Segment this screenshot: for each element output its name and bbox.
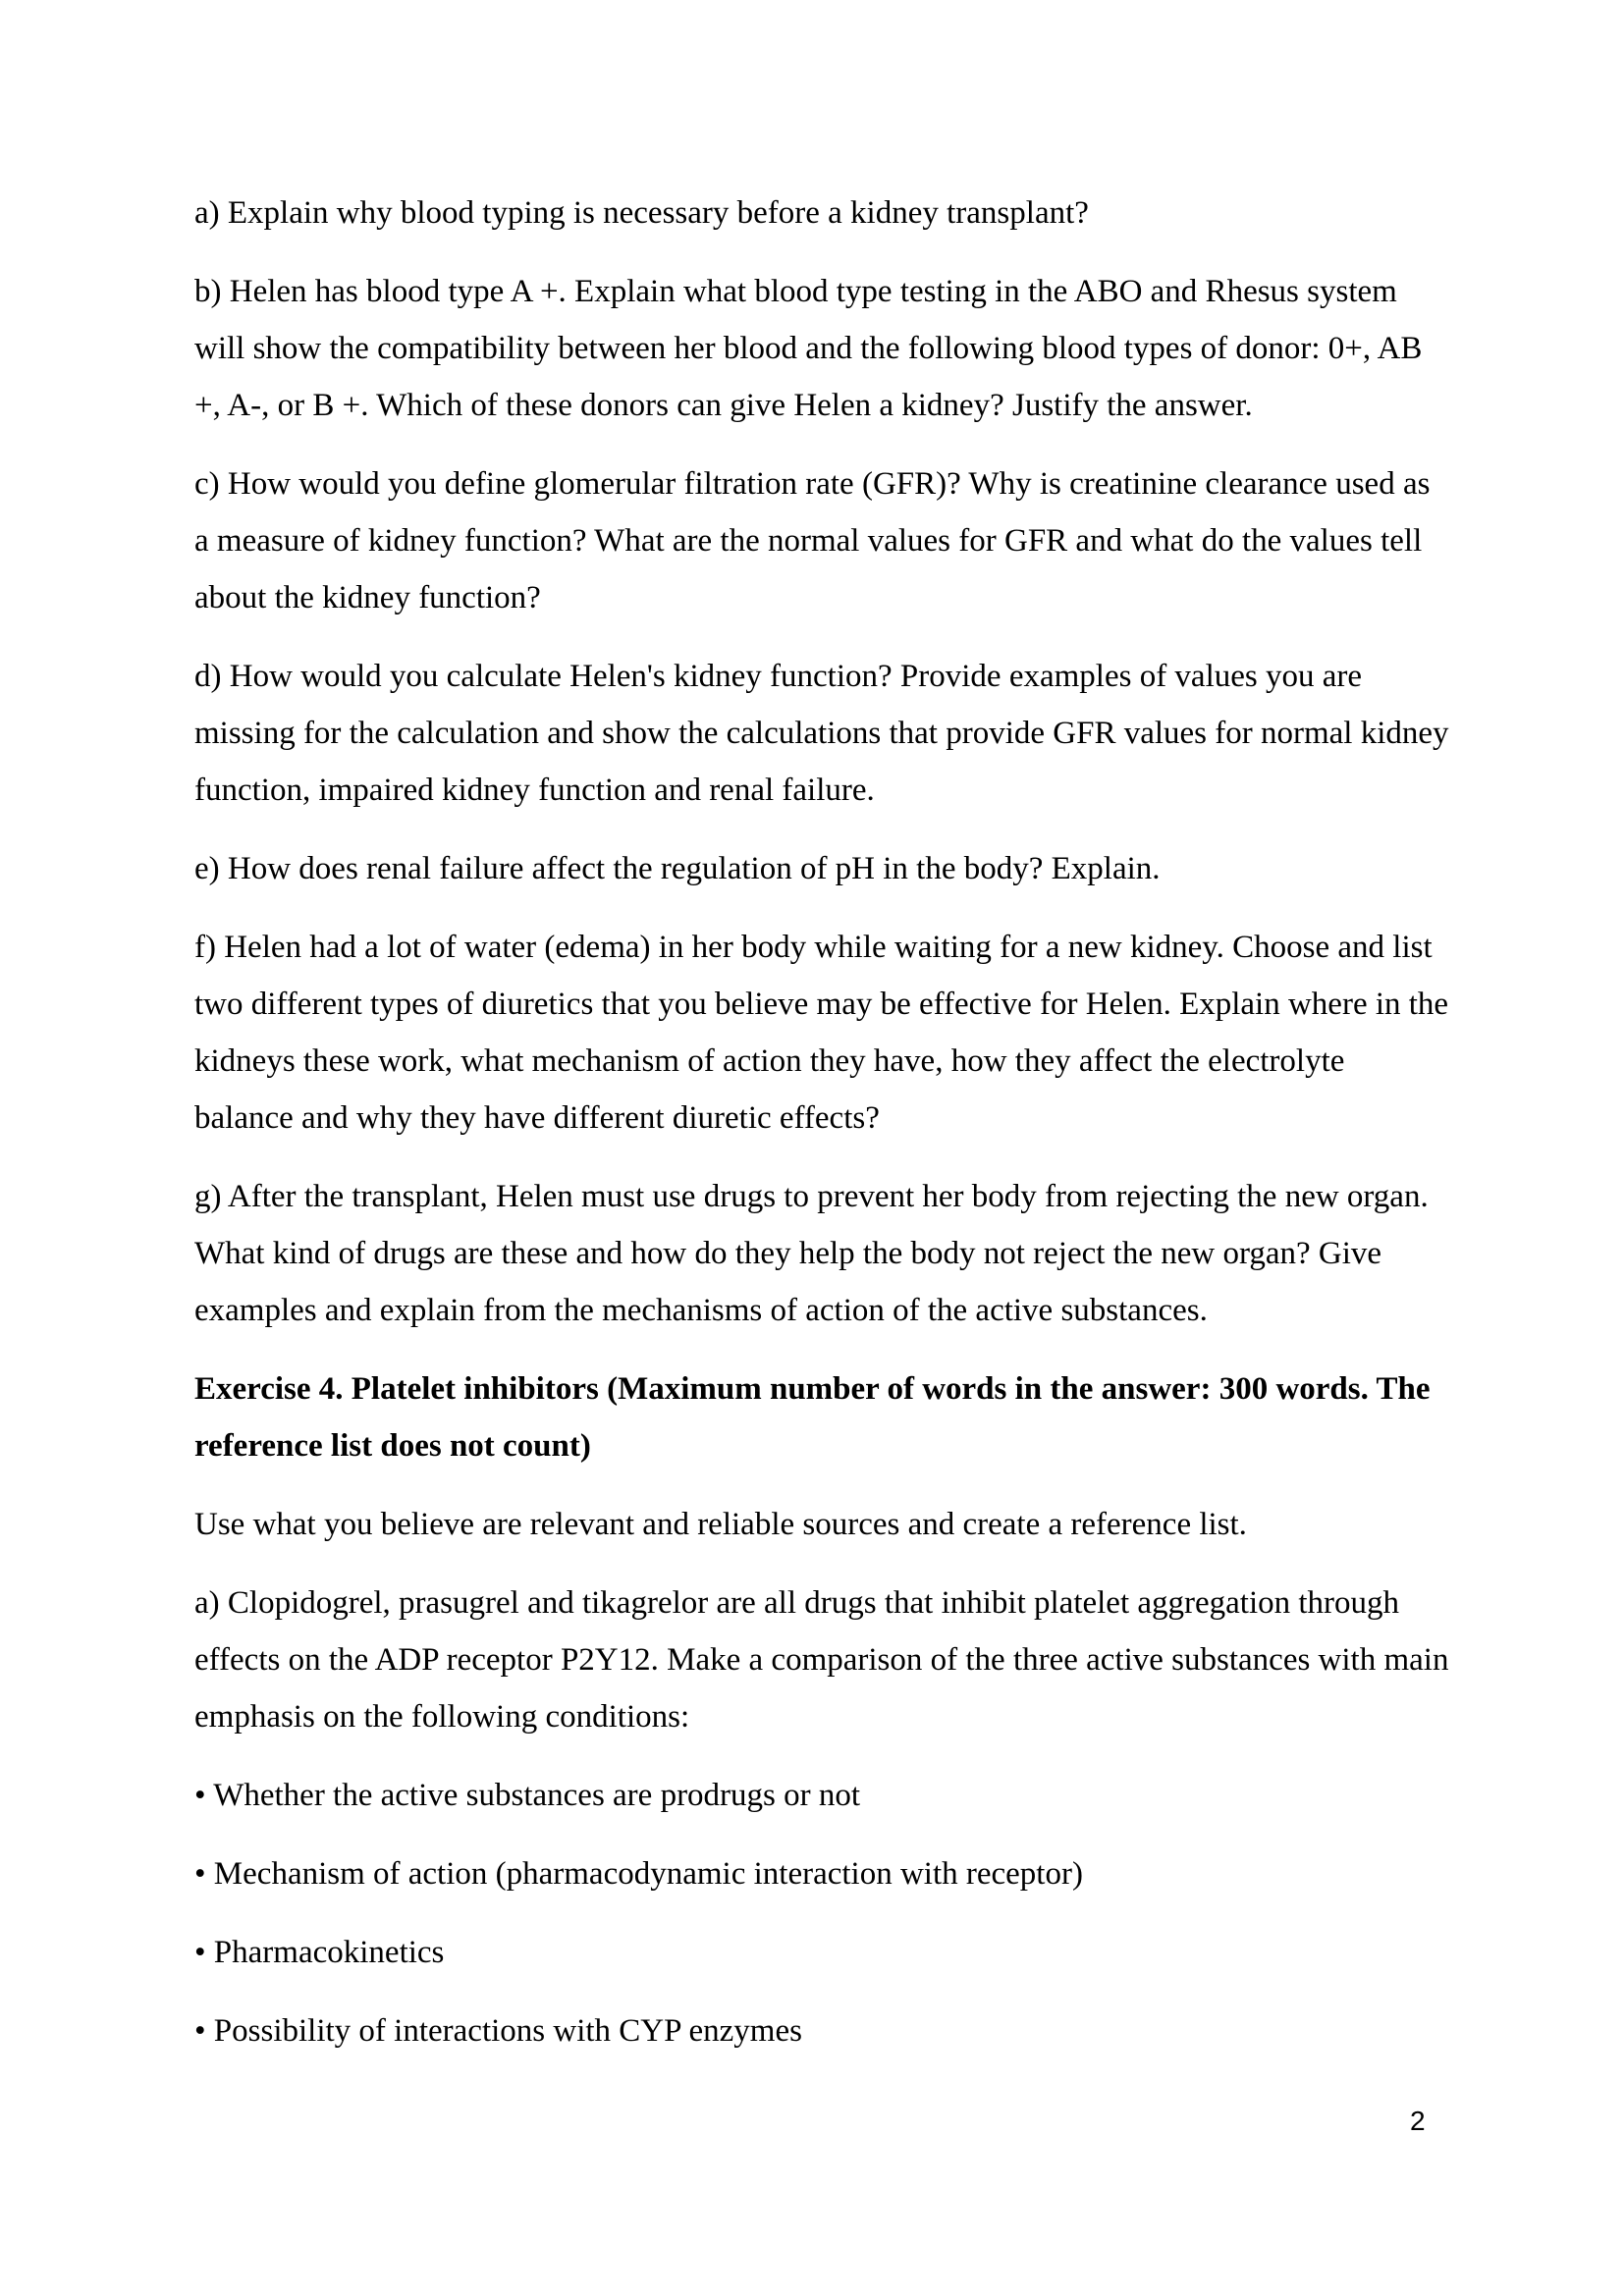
- bullet-item-prodrugs: • Whether the active substances are prodrugs or not: [194, 1778, 861, 1813]
- exercise-4-question-a: a) Clopidogrel, prasugrel and tikagrelor are all drugs that inhibit platelet aggregation through effects on the ADP receptor P2Y12. Make a comparison of the three active substances with main emphasis on the following conditions:: [194, 1585, 1449, 1735]
- exercise-4-intro: Use what you believe are relevant and reliable sources and create a reference list.: [194, 1507, 1247, 1542]
- document-body: [194, 185, 1451, 2081]
- question-a-paragraph: a) Explain why blood typing is necessary before a kidney transplant?: [194, 195, 1089, 231]
- question-b-paragraph: b) Helen has blood type A +. Explain what blood type testing in the ABO and Rhesus system will show the compatibility between her blood and the following blood types of donor: 0+, AB +, A-, or B +. Which of these donors can give Helen a kidney? Justify the answer.: [194, 274, 1423, 423]
- page-number: 2: [1410, 2106, 1426, 2136]
- exercise-4-heading: Exercise 4. Platelet inhibitors (Maximum number of words in the answer: 300 words. The reference list does not count): [194, 1371, 1431, 1464]
- question-g-paragraph: g) After the transplant, Helen must use drugs to prevent her body from rejecting the new organ. What kind of drugs are these and how do they help the body not reject the new organ? Give examples and explain from the mechanisms of action of the active substances.: [194, 1179, 1429, 1328]
- question-e-paragraph: e) How does renal failure affect the regulation of pH in the body? Explain.: [194, 851, 1161, 886]
- question-f-paragraph: f) Helen had a lot of water (edema) in her body while waiting for a new kidney. Choose and list two different types of diuretics that you believe may be effective for Helen. Explain where in the kidneys these work, what mechanism of action they have, how they affect the electrolyte balance and why they have different diuretic effects?: [194, 930, 1449, 1136]
- bullet-item-pharmacokinetics: • Pharmacokinetics: [194, 1935, 445, 1970]
- question-d-paragraph: d) How would you calculate Helen's kidney function? Provide examples of values you are missing for the calculation and show the calculations that provide GFR values for normal kidney function, impaired kidney function and renal failure.: [194, 659, 1449, 808]
- question-c-paragraph: c) How would you define glomerular filtration rate (GFR)? Why is creatinine clearance used as a measure of kidney function? What are the normal values for GFR and what do the values tell about the kidney function?: [194, 466, 1431, 615]
- bullet-item-mechanism: • Mechanism of action (pharmacodynamic interaction with receptor): [194, 1856, 1083, 1892]
- bullet-item-cyp-interactions: • Possibility of interactions with CYP enzymes: [194, 2013, 802, 2049]
